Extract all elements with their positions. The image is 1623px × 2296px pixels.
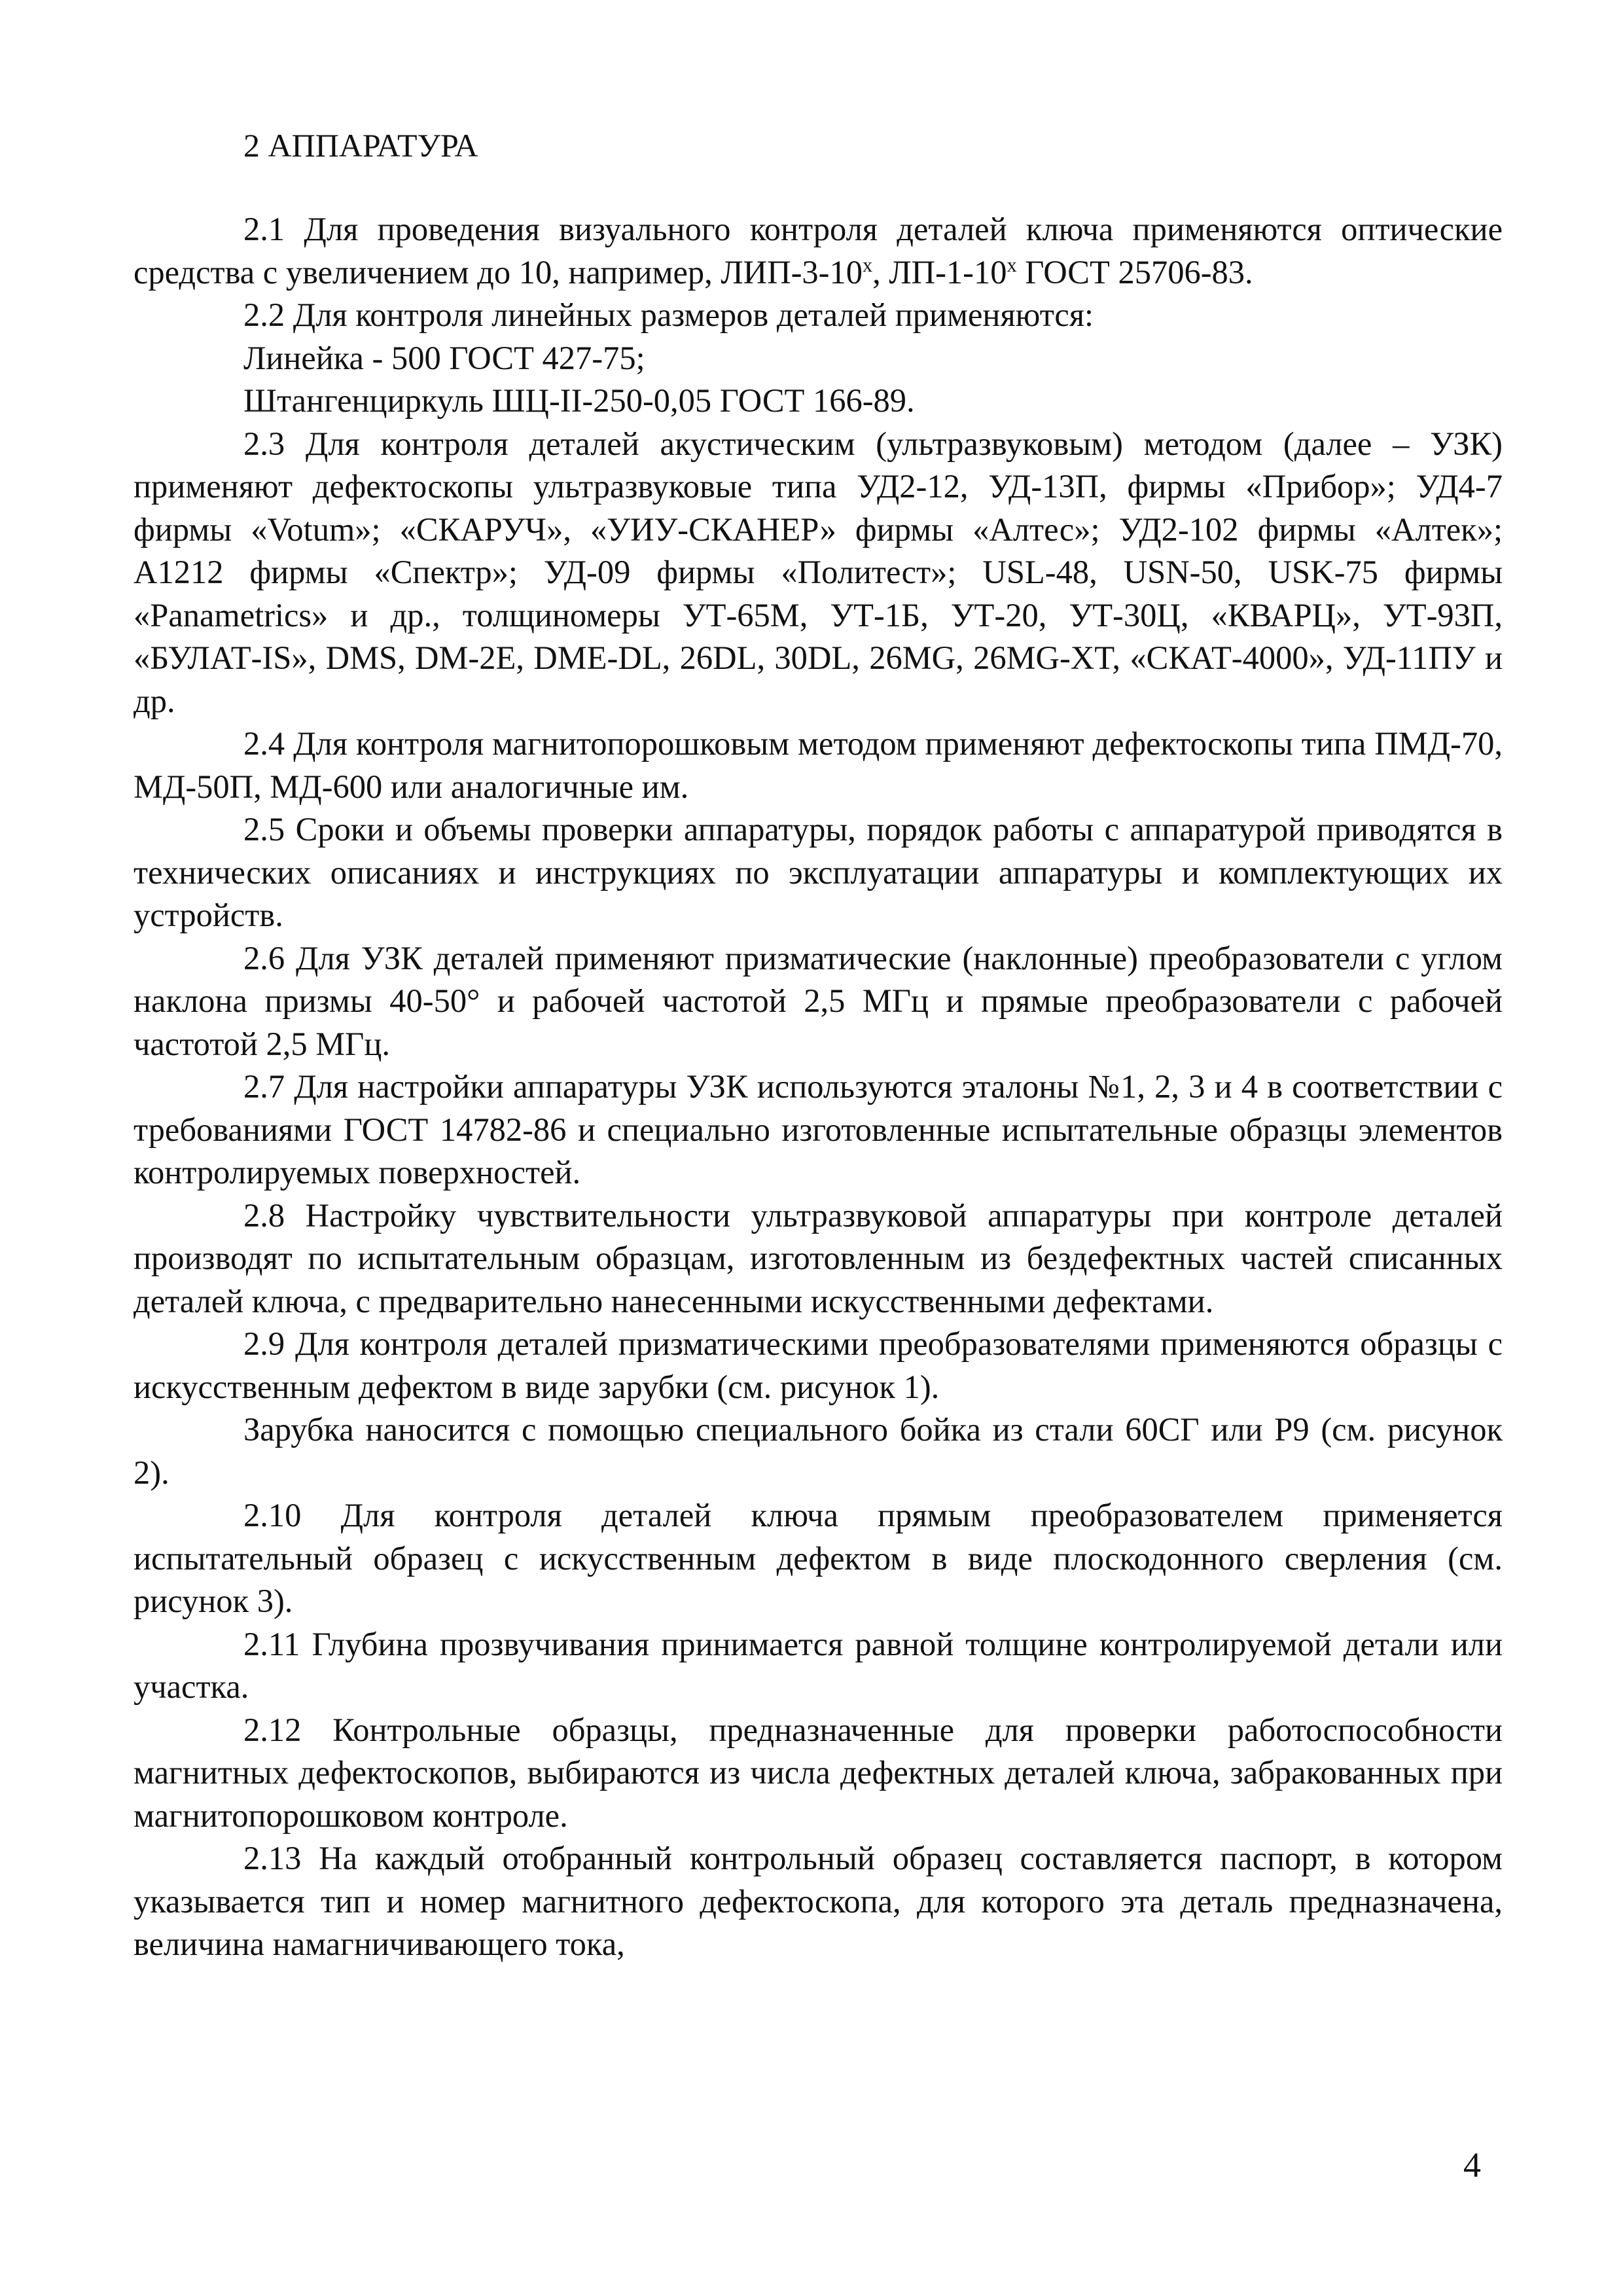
paragraph-2-2-intro: 2.2 Для контроля линейных размеров деталей применяются:: [243, 296, 1094, 333]
paragraph-2-11: 2.11 Глубина прозвучивания принимается равной толщине контролируемой детали или участка.: [134, 1625, 1503, 1705]
paragraph-2-7: 2.7 Для настройки аппаратуры УЗК используются эталоны №1, 2, 3 и 4 в соответствии с требованиями ГОСТ 14782-86 и специально изготовленные испытательные образцы элементов контролируемых поверхностей.: [134, 1068, 1503, 1191]
section-heading: 2 АППАРАТУРА: [243, 127, 478, 164]
paragraph-2-6: 2.6 Для УЗК деталей применяют призматические (наклонные) преобразователи с углом наклона призмы 40-50° и рабочей частотой 2,5 МГц и прямые преобразователи с рабочей частотой 2,5 МГц.: [134, 939, 1503, 1062]
paragraph-2-5: 2.5 Сроки и объемы проверки аппаратуры, порядок работы с аппаратурой приводятся в технических описаниях и инструкциях по эксплуатации аппаратуры и комплектующих их устройств.: [134, 811, 1503, 933]
paragraph-2-3: 2.3 Для контроля деталей акустическим (ультразвуковым) методом (далее – УЗК) применяют дефектоскопы ультразвуковые типа УД2-12, УД-13П, фирмы «Прибор»; УД4-7 фирмы «Votum»; «СКАРУЧ», «УИУ-СКАНЕР» фирмы «Алтес»; УД2-102 фирмы «Алтек»; А1212 фирмы «Спектр»; УД-09 фирмы «Политест»; USL-48, USN-50, USK-75 фирмы «Panametrics» и др., толщиномеры УТ-65М, УТ-1Б, УТ-20, УТ-30Ц, «КВАРЦ», УТ-93П, «БУЛАТ-IS», DMS, DM-2E, DME-DL, 26DL, 30DL, 26MG, 26MG-XT, «СКАТ-4000», УД-11ПУ и др.: [134, 425, 1503, 719]
paragraph-2-2-item-ruler: Линейка - 500 ГОСТ 427-75;: [243, 339, 645, 376]
paragraph-2-1: [134, 208, 1503, 294]
paragraph-2-9-notch: Зарубка наносится с помощью специального бойка из стали 60СГ или Р9 (см. рисунок 2).: [134, 1411, 1503, 1491]
paragraph-2-1-text: 2.1 Для проведения визуального контроля деталей ключа применяются оптические средства с увеличением до 10, например, ЛИП-3-10: [134, 211, 1503, 291]
superscript-x-2: x: [1007, 253, 1017, 276]
paragraph-2-8: 2.8 Настройку чувствительности ультразвуковой аппаратуры при контроле деталей производят по испытательным образцам, изготовленным из бездефектных частей списанных деталей ключа, с предварительно нанесенными искусственными дефектами.: [134, 1196, 1503, 1319]
paragraph-2-12: 2.12 Контрольные образцы, предназначенные для проверки работоспособности магнитных дефектоскопов, выбираются из числа дефектных деталей ключа, забракованных при магнитопорошковом контроле.: [134, 1711, 1503, 1834]
section-body: [134, 208, 1503, 1966]
paragraph-2-1-mid: , ЛП-1-10: [872, 253, 1007, 291]
paragraph-2-9: 2.9 Для контроля деталей призматическими преобразователями применяются образцы с искусственным дефектом в виде зарубки (см. рисунок 1).: [134, 1325, 1503, 1405]
paragraph-2-2-item-caliper: Штангенциркуль ШЦ-II-250-0,05 ГОСТ 166-89.: [243, 382, 915, 419]
page-number: 4: [1463, 2145, 1481, 2185]
paragraph-2-10: 2.10 Для контроля деталей ключа прямым преобразователем применяется испытательный образец с искусственным дефектом в виде плоскодонного сверления (см. рисунок 3).: [134, 1497, 1503, 1619]
paragraph-2-13: 2.13 На каждый отобранный контрольный образец составляется паспорт, в котором указывается тип и номер магнитного дефектоскопа, для которого эта деталь предназначена, величина намагничивающего тока,: [134, 1840, 1503, 1962]
paragraph-2-4: 2.4 Для контроля магнитопорошковым методом применяют дефектоскопы типа ПМД-70, МД-50П, МД-600 или аналогичные им.: [134, 725, 1503, 805]
paragraph-2-1-tail: ГОСТ 25706-83.: [1016, 253, 1253, 291]
superscript-x-1: x: [862, 253, 873, 276]
